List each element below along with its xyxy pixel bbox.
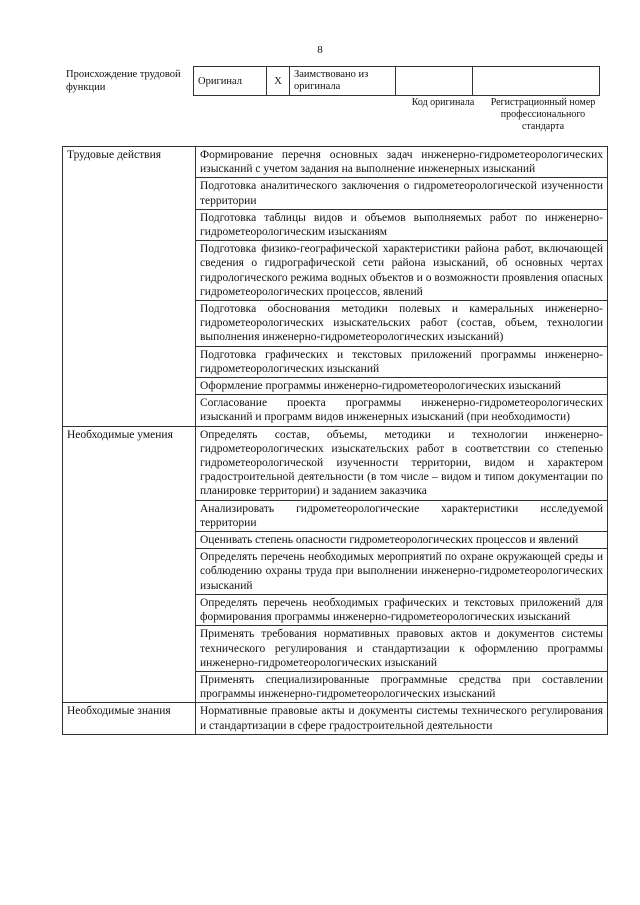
origin-reg-number-cell <box>473 67 600 96</box>
section-item: Определять перечень необходимых мероприятий по охране окружающей среды и соблюдению охраны труда при выполнении инженерно-гидрометеорологических изысканий <box>196 549 608 595</box>
section-item: Формирование перечня основных задач инженерно-гидрометеорологических изысканий с учетом задания на выполнение инженерных изысканий <box>196 147 608 178</box>
section-item: Подготовка обоснования методики полевых и камеральных инженерно-гидрометеорологических изыскательских работ (состав, объем, технологии выполнения инженерно-гидрометеорологических изысканий) <box>196 301 608 347</box>
origin-mark: X <box>267 67 290 96</box>
section-item: Применять специализированные программные средства при составлении программы инженерно-гидрометеорологических изысканий <box>196 671 608 702</box>
origin-original-cell: Оригинал <box>194 67 267 96</box>
section-item: Оформление программы инженерно-гидрометеорологических изысканий <box>196 378 608 395</box>
reg-number-caption: Регистрационный номер профессионального стандарта <box>490 97 596 132</box>
section-item: Подготовка таблицы видов и объемов выполняемых работ по инженерно-гидрометеорологическим изысканиям <box>196 209 608 240</box>
section-title: Трудовые действия <box>63 147 196 427</box>
section-item: Применять требования нормативных правовых актов и документов системы технического регулирования и стандартизации к оформлению программы инженерно-гидрометеорологических изысканий <box>196 626 608 672</box>
code-original-caption: Код оригинала <box>411 97 475 108</box>
section-item: Подготовка аналитического заключения о гидрометеорологической изученности территории <box>196 178 608 209</box>
origin-row <box>62 66 608 96</box>
origin-borrowed-cell: Заимствовано из оригинала <box>290 67 396 96</box>
origin-code-cell <box>396 67 473 96</box>
section-title: Необходимые умения <box>63 426 196 703</box>
section-item: Подготовка графических и текстовых приложений программы инженерно-гидрометеорологических изысканий <box>196 346 608 377</box>
section-title: Необходимые знания <box>63 703 196 734</box>
section-item: Определять перечень необходимых графических и текстовых приложений для формирования программы инженерно-гидрометеорологических изысканий <box>196 594 608 625</box>
section-item: Оценивать степень опасности гидрометеорологических процессов и явлений <box>196 532 608 549</box>
section-item: Определять состав, объемы, методики и технологии инженерно-гидрометеорологических изыскательских работ в соответствии со степенью гидрометеорологической изученности территории, видом и характером градостроительной деятельности (в том числе – видом и типом документации по планировке территории) и заданием заказчика <box>196 426 608 500</box>
table-row <box>63 426 608 500</box>
origin-label: Происхождение трудовой функции <box>66 69 181 93</box>
page-number: 8 <box>317 44 323 56</box>
table-row <box>63 703 608 734</box>
section-item: Нормативные правовые акты и документы системы технического регулирования и стандартизации в сфере градостроительной деятельности <box>196 703 608 734</box>
section-item: Подготовка физико-географической характеристики района работ, включающей сведения о гидрографической сети района изысканий, об основных чертах гидрологического режима водных объектов и о возможности проявления опасных гидрометеорологических процессов, явлений <box>196 241 608 301</box>
section-item: Согласование проекта программы инженерно-гидрометеорологических изысканий и программ видов инженерных изысканий (при необходимости) <box>196 395 608 426</box>
section-item: Анализировать гидрометеорологические характеристики исследуемой территории <box>196 500 608 531</box>
table-row <box>63 147 608 178</box>
function-table <box>62 146 608 735</box>
origin-table <box>193 66 600 96</box>
